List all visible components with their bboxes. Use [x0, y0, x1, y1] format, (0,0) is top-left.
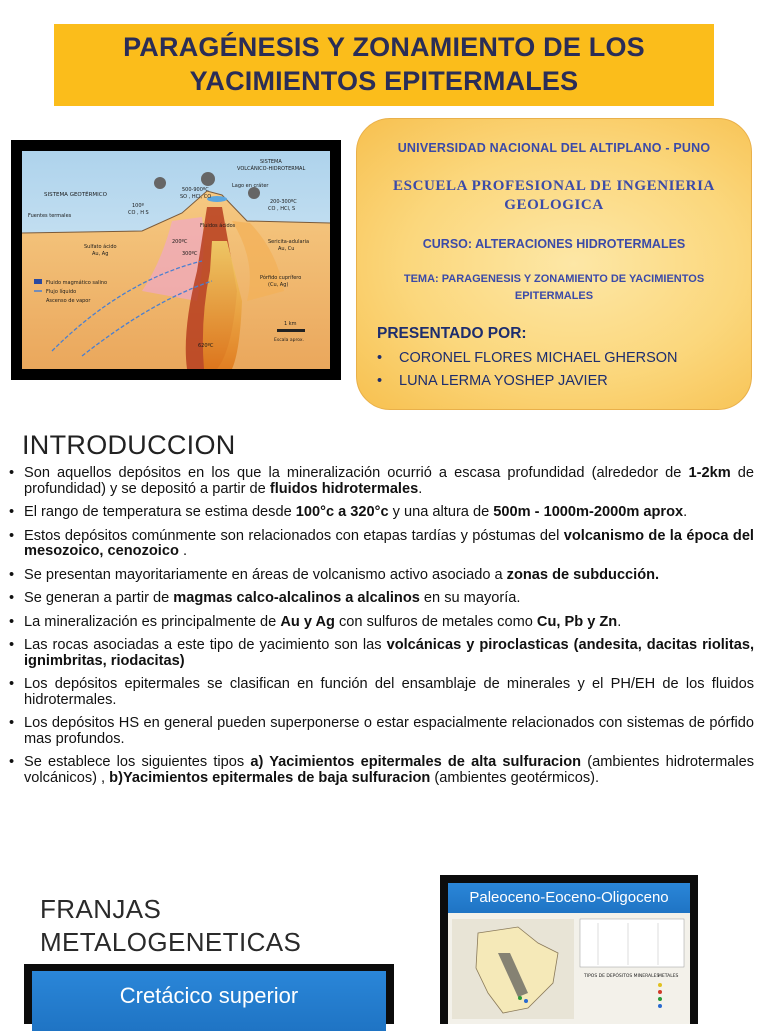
university-name: UNIVERSIDAD NACIONAL DEL ALTIPLANO - PUNO [397, 141, 711, 155]
school-name: ESCUELA PROFESIONAL DE INGENIERIA GEOLOGICA [393, 178, 715, 213]
deposit-marker [518, 996, 522, 1000]
bullet-text: en su mayoría. [419, 590, 521, 606]
presented-by-label: PRESENTADO POR: [377, 325, 527, 342]
bullet-emphasis: b)Yacimientos epitermales de baja sulfuracion [109, 769, 431, 786]
bullet-text: Los depósitos epitermales se clasifican en función del ensamblaje de minerales y el PH/EH de los fluidos hidrotermales. [24, 676, 754, 708]
cretacico-header [32, 971, 386, 1031]
author-name: LUNA LERMA YOSHEP JAVIER [399, 373, 608, 389]
franjas-title-line-1: FRANJAS METALOGENETICAS [40, 894, 302, 957]
bullet-text: con sulfuros de metales como [334, 613, 537, 630]
label-hot-springs: Fuentes termales [28, 213, 72, 219]
metal-marker [658, 997, 662, 1001]
label-volcanic-2: VOLCÁNICO-HIDROTERMAL [237, 166, 306, 172]
topic-name: TEMA: PARAGENESIS Y ZONAMIENTO DE YACIMIENTOS EPITERMALES [403, 273, 705, 302]
label-temp-high-gases: SO , HCl, CO [180, 194, 212, 200]
info-card [356, 118, 752, 410]
intro-bullet [8, 716, 754, 747]
bullet-text: Los depósitos HS en general pueden superponerse o estar espacialmente relacionados con sistemas de pórfido mas profundos. [24, 715, 754, 747]
label-temp-high: 500-900ºC [182, 187, 209, 193]
bullet-emphasis: a) Yacimientos epitermales de alta sulfuracion [250, 754, 582, 770]
bullet-emphasis: volcánicas y piroclasticas (andesita, dacitas riolitas, ignimbritas, riodacitas) [24, 637, 754, 669]
label-porphyry-metals: (Cu, Ag) [268, 282, 289, 288]
bullet-text: Se establece los siguientes tipos [24, 754, 251, 770]
metals-title: METALES [658, 974, 679, 979]
bullet-text: La mineralización es principalmente de [24, 613, 281, 630]
label-temp-low-gases: CO , H S [128, 210, 149, 216]
legend-vapor: Ascenso de vapor [46, 298, 91, 304]
intro-bullet [8, 568, 754, 584]
peru-map-svg [448, 913, 690, 1024]
intro-bullet [8, 529, 754, 560]
bullet-text: Se generan a partir de [24, 590, 174, 606]
bullet-text: Las rocas asociadas a este tipo de yacimiento son las [24, 637, 387, 653]
label-porphyry: Pórfido cuprífero [260, 275, 302, 281]
label-lake: Lago en cráter [232, 183, 269, 189]
authors-list [377, 347, 678, 393]
author-item: • LUNA LERMA YOSHEP JAVIER [377, 373, 608, 389]
steam-plume [154, 177, 166, 189]
label-temp-200: 200ºC [172, 239, 188, 245]
deposit-marker [524, 999, 528, 1003]
table-inset [580, 919, 684, 967]
bullet-text: . [617, 613, 622, 630]
map-slide-inner [448, 883, 690, 1024]
bullet-text: . [178, 543, 187, 559]
legend-liquid: Flujo líquido [46, 289, 77, 295]
intro-bullet [8, 505, 754, 521]
label-volcanic-1: SISTEMA [260, 159, 282, 165]
cretacico-slide [24, 964, 394, 1024]
metal-marker [658, 983, 662, 987]
author-item: • CORONEL FLORES MICHAEL GHERSON [377, 350, 678, 366]
bullet-emphasis: fluidos hidrotermales [269, 480, 419, 497]
legend-title: TIPOS DE DEPÓSITOS MINERALES [584, 974, 660, 979]
metal-marker [658, 990, 662, 994]
label-acid-fluids: Fluidos ácidos [200, 223, 236, 229]
label-sericite: Sericita-adularia [268, 239, 310, 245]
intro-bullet [8, 755, 754, 786]
bullet-text: (ambientes geotérmicos). [430, 769, 600, 786]
label-temp-mid: 200-300ºC [270, 199, 297, 205]
intro-bullet [8, 615, 754, 631]
intro-bullet [8, 591, 754, 607]
page-title-line-1: PARAGÉNESIS Y ZONAMIENTO DE LOS [123, 32, 645, 62]
legend-fluid: Fluido magmático salino [46, 280, 108, 286]
author-name: CORONEL FLORES MICHAEL GHERSON [399, 350, 678, 366]
metal-marker [658, 1004, 662, 1008]
cretacico-label: Cretácico superior [119, 983, 299, 1008]
course-name: CURSO: ALTERACIONES HIDROTERMALES [422, 237, 686, 251]
bullet-emphasis: 100°c a 320°c [295, 504, 389, 520]
bullet-emphasis: Cu, Pb y Zn [536, 613, 618, 630]
bullet-text: (ambientes hidrotermales volcánicos) , [24, 754, 755, 786]
bullet-text: Se presentan mayoritariamente en áreas de volcanismo activo asociado a [24, 566, 507, 583]
label-temp-620: 620ºC [198, 343, 214, 349]
bullet-text: y una altura de [388, 504, 494, 520]
label-sericite-metals: Au, Cu [278, 246, 295, 252]
bullet-text: Son aquellos depósitos en los que la mineralización ocurrió a escasa profundidad (alrededor de [24, 465, 689, 481]
label-scale-note: Escala aprox. [274, 338, 304, 343]
legend-fluid-swatch [34, 279, 42, 284]
intro-bullet [8, 677, 754, 708]
label-acid-sulfate: Sulfato ácido [84, 244, 117, 250]
label-temp-300: 300ºC [182, 251, 198, 257]
bullet-text: El rango de temperatura se estima desde [24, 504, 296, 520]
bullet-emphasis: Au y Ag [280, 613, 335, 630]
label-temp-mid-gases: CO , HCl, S [268, 206, 296, 212]
bullet-emphasis: 1-2km [688, 465, 731, 481]
bullet-text: de profundidad) y se depositó a partir de [24, 465, 754, 497]
bullet-emphasis: 500m - 1000m-2000m aprox [493, 504, 684, 520]
label-scale: 1 km [284, 321, 297, 327]
page-title-line-2: YACIMIENTOS EPITERMALES [189, 66, 579, 96]
title-banner [54, 24, 714, 106]
bullet-text: . [683, 504, 688, 520]
label-temp-low: 100º [132, 203, 144, 209]
bullet-emphasis: zonas de subducción. [506, 566, 660, 583]
bullet-text: . [418, 480, 423, 497]
paleoceno-map-slide [440, 875, 698, 1024]
label-geothermal: SISTEMA GEOTÉRMICO [44, 192, 107, 198]
map-title: Paleoceno-Eoceno-Oligoceno [448, 883, 690, 913]
bullet-emphasis: magmas calco-alcalinos a alcalinos [173, 590, 420, 606]
bullet-emphasis: volcanismo de la época del mesozoico, cenozoico [24, 527, 754, 559]
bullet-text: Estos depósitos comúnmente son relacionados con etapas tardías y póstumas del [24, 527, 564, 544]
intro-bullets [8, 466, 754, 794]
epithermal-system-diagram [11, 140, 341, 380]
scale-bar [277, 329, 305, 332]
label-acid-sulfate-metals: Au, Ag [92, 251, 109, 257]
intro-heading: INTRODUCCION [22, 430, 236, 460]
diagram-svg [22, 151, 330, 369]
steam-plume [201, 172, 215, 186]
intro-bullet [8, 638, 754, 669]
intro-bullet [8, 466, 754, 497]
